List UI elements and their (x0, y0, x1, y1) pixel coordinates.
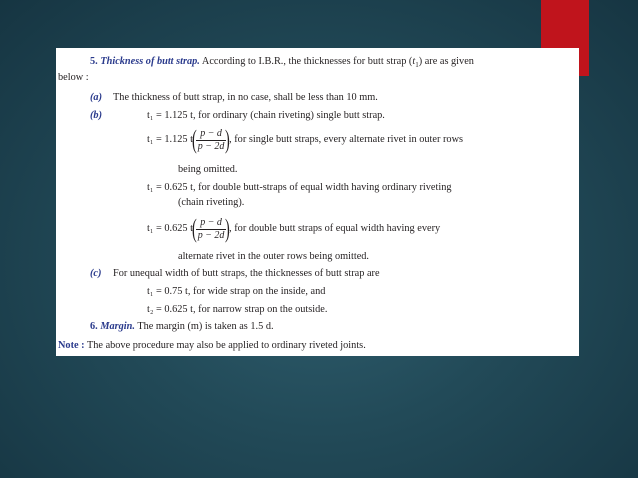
item-b-formula-4-lhs: t₁ = 0.625 t (147, 222, 194, 234)
note-line (58, 341, 366, 351)
item-b-formula-3-cont: (chain riveting). (178, 197, 245, 208)
section-5-intro: According to I.B.R., the thicknesses for butt strap ( (199, 56, 413, 67)
item-b-formula-2-fraction (196, 129, 227, 152)
item-b-formula-3: t₁ = 0.625 t, for double butt-straps of equal width having ordinary riveting (147, 182, 452, 193)
item-b-formula-2-rhs: , for single butt straps, every alternate rivet in outer rows (229, 133, 464, 145)
note-label: Note : (58, 340, 85, 351)
section-5-number: 5. (90, 56, 98, 67)
section-5-heading (90, 57, 474, 69)
section-6-number: 6. (90, 321, 98, 332)
fraction-denominator: p − 2d (197, 229, 225, 241)
section-5-title: Thickness of butt strap. (100, 56, 200, 67)
item-c-text: For unequal width of butt straps, the thicknesses of butt strap are (113, 268, 380, 279)
item-a-label: (a) (90, 92, 103, 103)
item-a-text: The thickness of butt strap, in no case, shall be less than 10 mm. (113, 92, 378, 103)
item-c-formula-2: t₂ = 0.625 t, for narrow strap on the outside. (147, 304, 328, 315)
content-panel (56, 48, 579, 356)
section-5-var-sub: 1 (415, 61, 419, 70)
item-b-formula-4-cont: alternate rivet in the outer rows being omitted. (178, 251, 370, 262)
section-6-title: Margin. (100, 321, 135, 332)
item-b-formula-1: t₁ = 1.125 t, for ordinary (chain riveting) single butt strap. (147, 110, 385, 121)
section-6-text: The margin (m) is taken as 1.5 d. (134, 321, 274, 332)
note-text: The above procedure may also be applied to ordinary riveted joints. (84, 340, 366, 351)
item-b-formula-2-cont: being omitted. (178, 164, 238, 175)
fraction-numerator: p − d (200, 216, 222, 228)
section-6-heading (90, 322, 274, 332)
section-5-var: t (412, 56, 416, 67)
item-c-label: (c) (90, 268, 102, 279)
item-b-label: (b) (90, 110, 103, 121)
fraction-numerator: p − d (200, 127, 222, 139)
item-b-formula-4-rhs: , for double butt straps of equal width having every (229, 222, 441, 234)
item-b-formula-4-fraction (196, 218, 227, 241)
item-b-formula-4: t₁ = 0.625 t ( $\frac{p - d}{p - 2d}$ ) , for double butt straps of equal width having every (147, 214, 441, 243)
section-5-intro-cont: below : (58, 72, 89, 83)
fraction-denominator: p − 2d (197, 140, 225, 152)
item-b-formula-2: t₁ = 1.125 t ( $\frac{p - d}{p - 2d}$ ) , for single butt straps, every alternate rivet in outer rows (147, 125, 464, 154)
section-5-intro-end: ) are as given (418, 56, 474, 67)
item-b-formula-2-lhs: t₁ = 1.125 t (147, 133, 194, 145)
item-c-formula-1: t₁ = 0.75 t, for wide strap on the inside, and (147, 286, 326, 297)
